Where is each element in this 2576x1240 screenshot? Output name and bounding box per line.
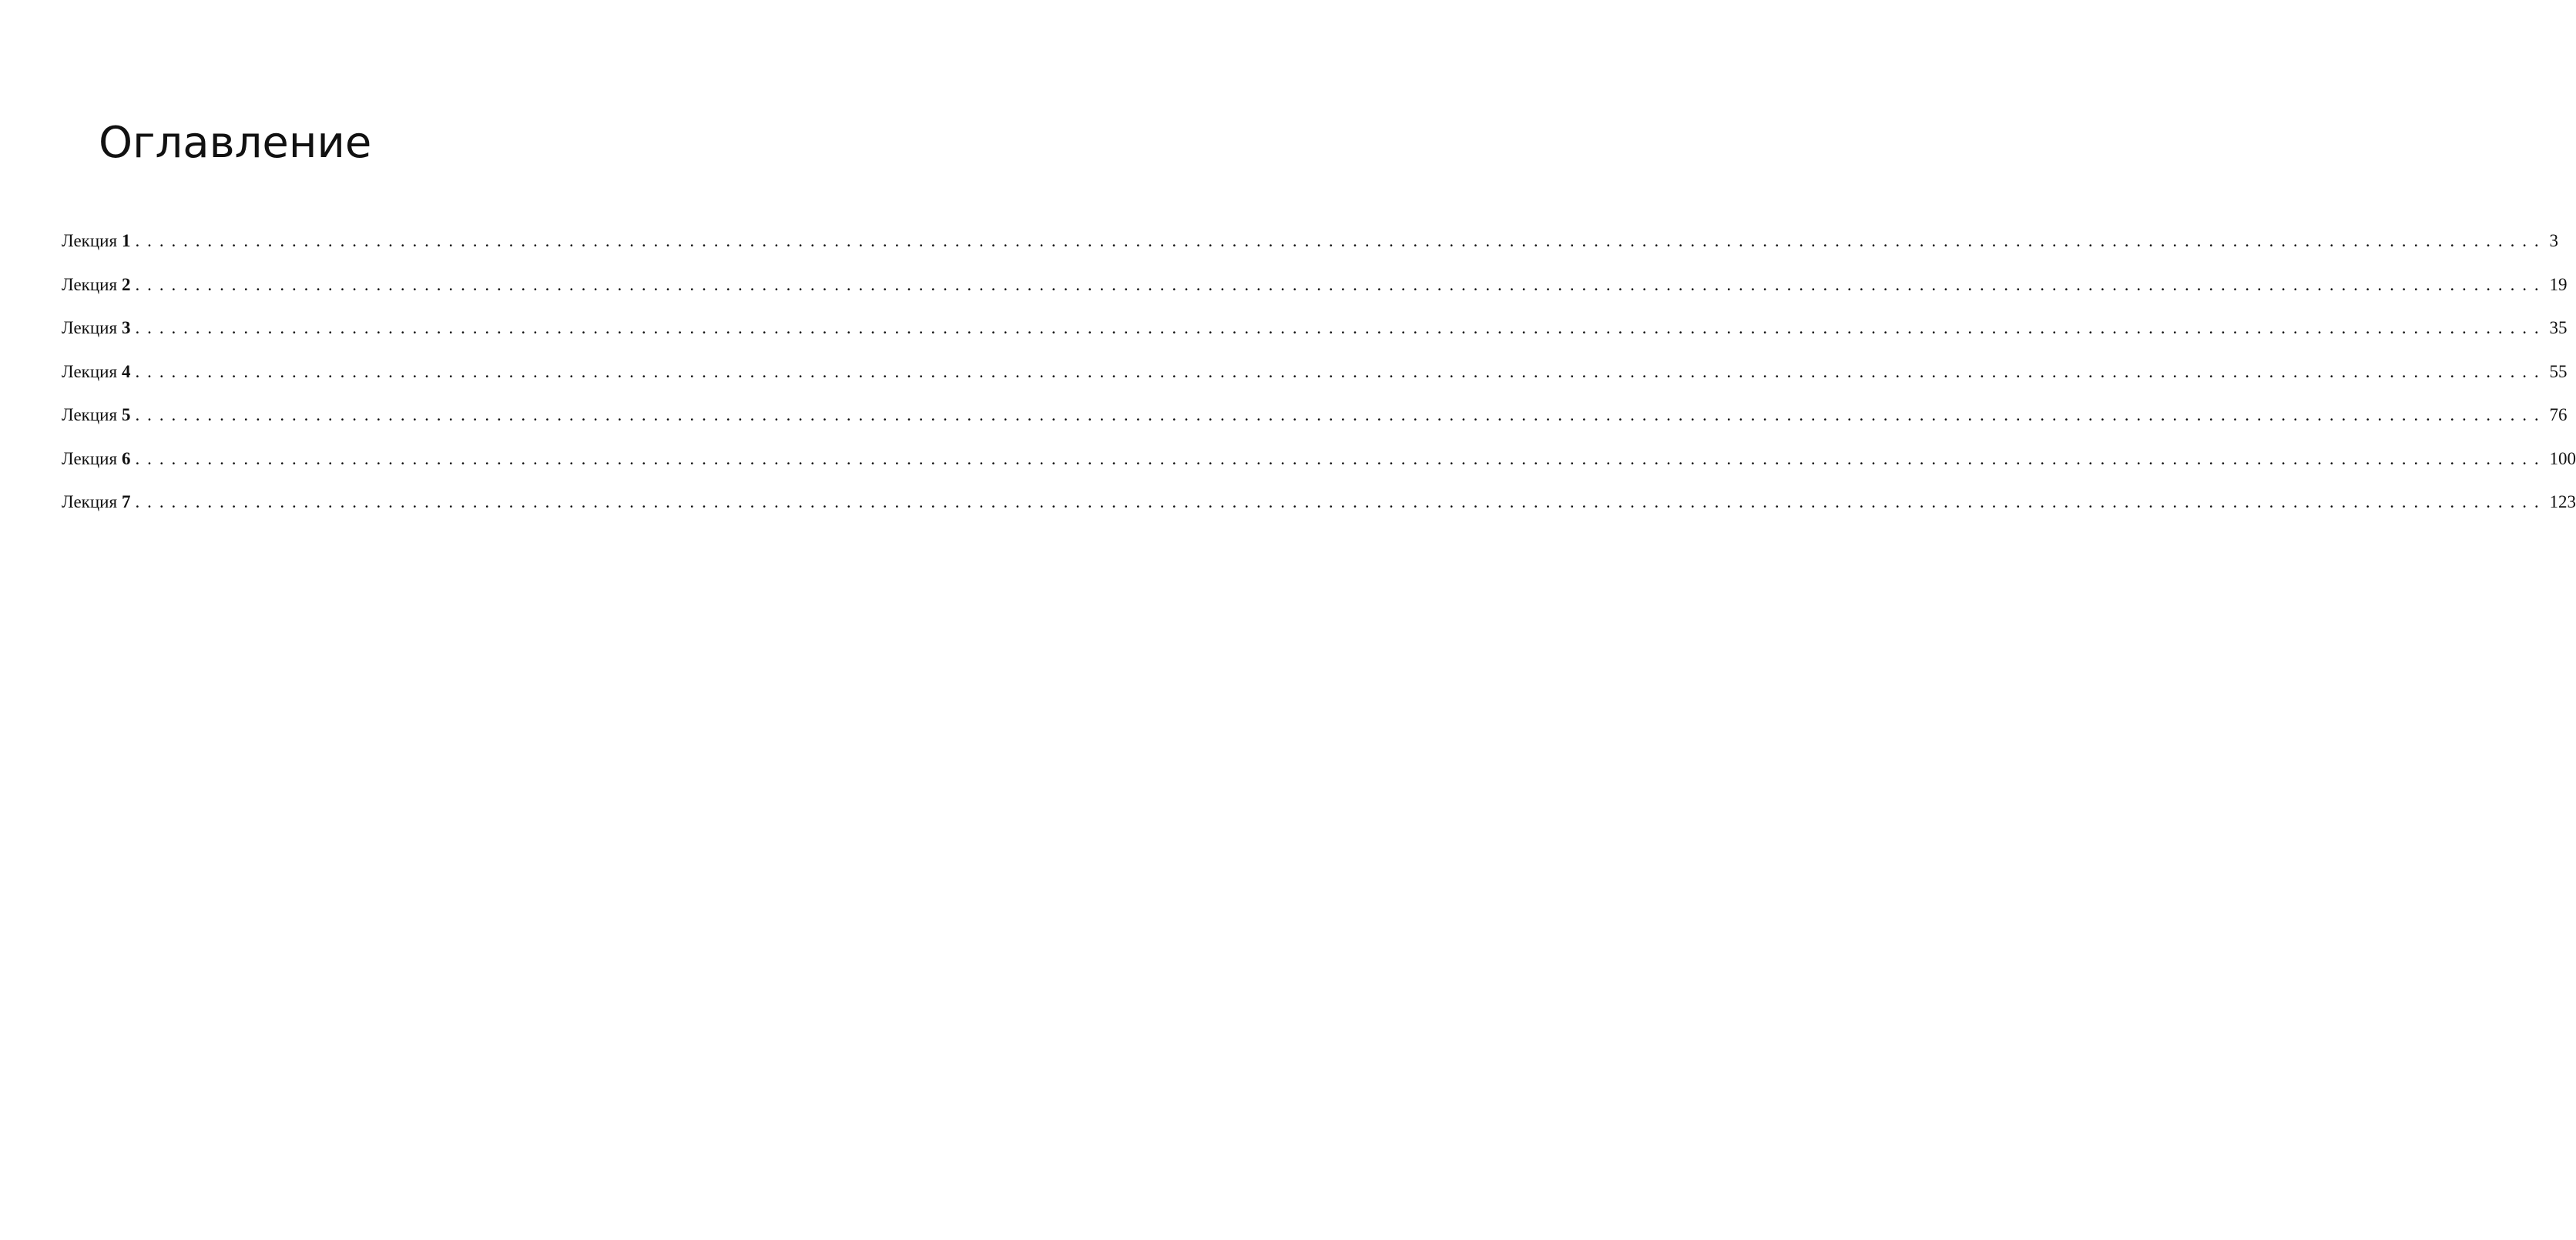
toc-entry	[62, 274, 2568, 319]
dot-leader: ........................................................................................................................................................................................................	[135, 361, 2547, 381]
toc-entry	[62, 405, 2568, 449]
toc-page-number: 123	[2549, 492, 2576, 511]
page-title: Оглавление	[99, 118, 372, 168]
toc-entry-label	[62, 405, 131, 425]
toc-entry	[62, 361, 2568, 406]
toc-entry-label	[62, 362, 131, 382]
toc-entry-label	[62, 275, 131, 295]
toc-page-number: 76	[2549, 405, 2568, 424]
toc-entry-label	[62, 492, 131, 512]
toc-page-number: 55	[2549, 361, 2568, 381]
dot-leader: ........................................................................................................................................................................................................	[135, 405, 2547, 424]
toc-entry-label	[62, 449, 131, 469]
toc-page-number: 3	[2549, 231, 2559, 250]
toc-entry-word: Лекция	[62, 318, 118, 337]
toc-entry-word: Лекция	[62, 274, 118, 294]
toc-entry-word: Лекция	[62, 492, 118, 511]
dot-leader: ........................................................................................................................................................................................................	[135, 274, 2547, 294]
toc-entry-word: Лекция	[62, 361, 118, 381]
toc-entry-word: Лекция	[62, 231, 118, 250]
table-of-contents	[62, 231, 2576, 536]
toc-entry-label	[62, 231, 131, 251]
toc-page-number: 19	[2549, 274, 2568, 294]
toc-entry-label	[62, 318, 131, 338]
toc-entry	[62, 448, 2576, 493]
toc-entry-number: 5	[122, 405, 131, 424]
toc-entry-number: 1	[122, 231, 131, 250]
toc-page-number: 100	[2549, 448, 2576, 468]
dot-leader: ........................................................................................................................................................................................................	[135, 492, 2547, 511]
toc-entry-number: 3	[122, 318, 131, 337]
toc-entry	[62, 492, 2576, 536]
toc-entry-word: Лекция	[62, 405, 118, 424]
dot-leader: ........................................................................................................................................................................................................	[135, 448, 2547, 468]
toc-entry-number: 6	[122, 448, 131, 468]
toc-entry-number: 7	[122, 492, 131, 511]
toc-page-number: 35	[2549, 318, 2568, 337]
dot-leader: ........................................................................................................................................................................................................	[135, 231, 2547, 250]
toc-entry-number: 4	[122, 361, 131, 381]
toc-entry	[62, 231, 2559, 275]
toc-entry	[62, 318, 2568, 362]
dot-leader: ........................................................................................................................................................................................................	[135, 318, 2547, 337]
toc-entry-number: 2	[122, 274, 131, 294]
toc-entry-word: Лекция	[62, 448, 118, 468]
